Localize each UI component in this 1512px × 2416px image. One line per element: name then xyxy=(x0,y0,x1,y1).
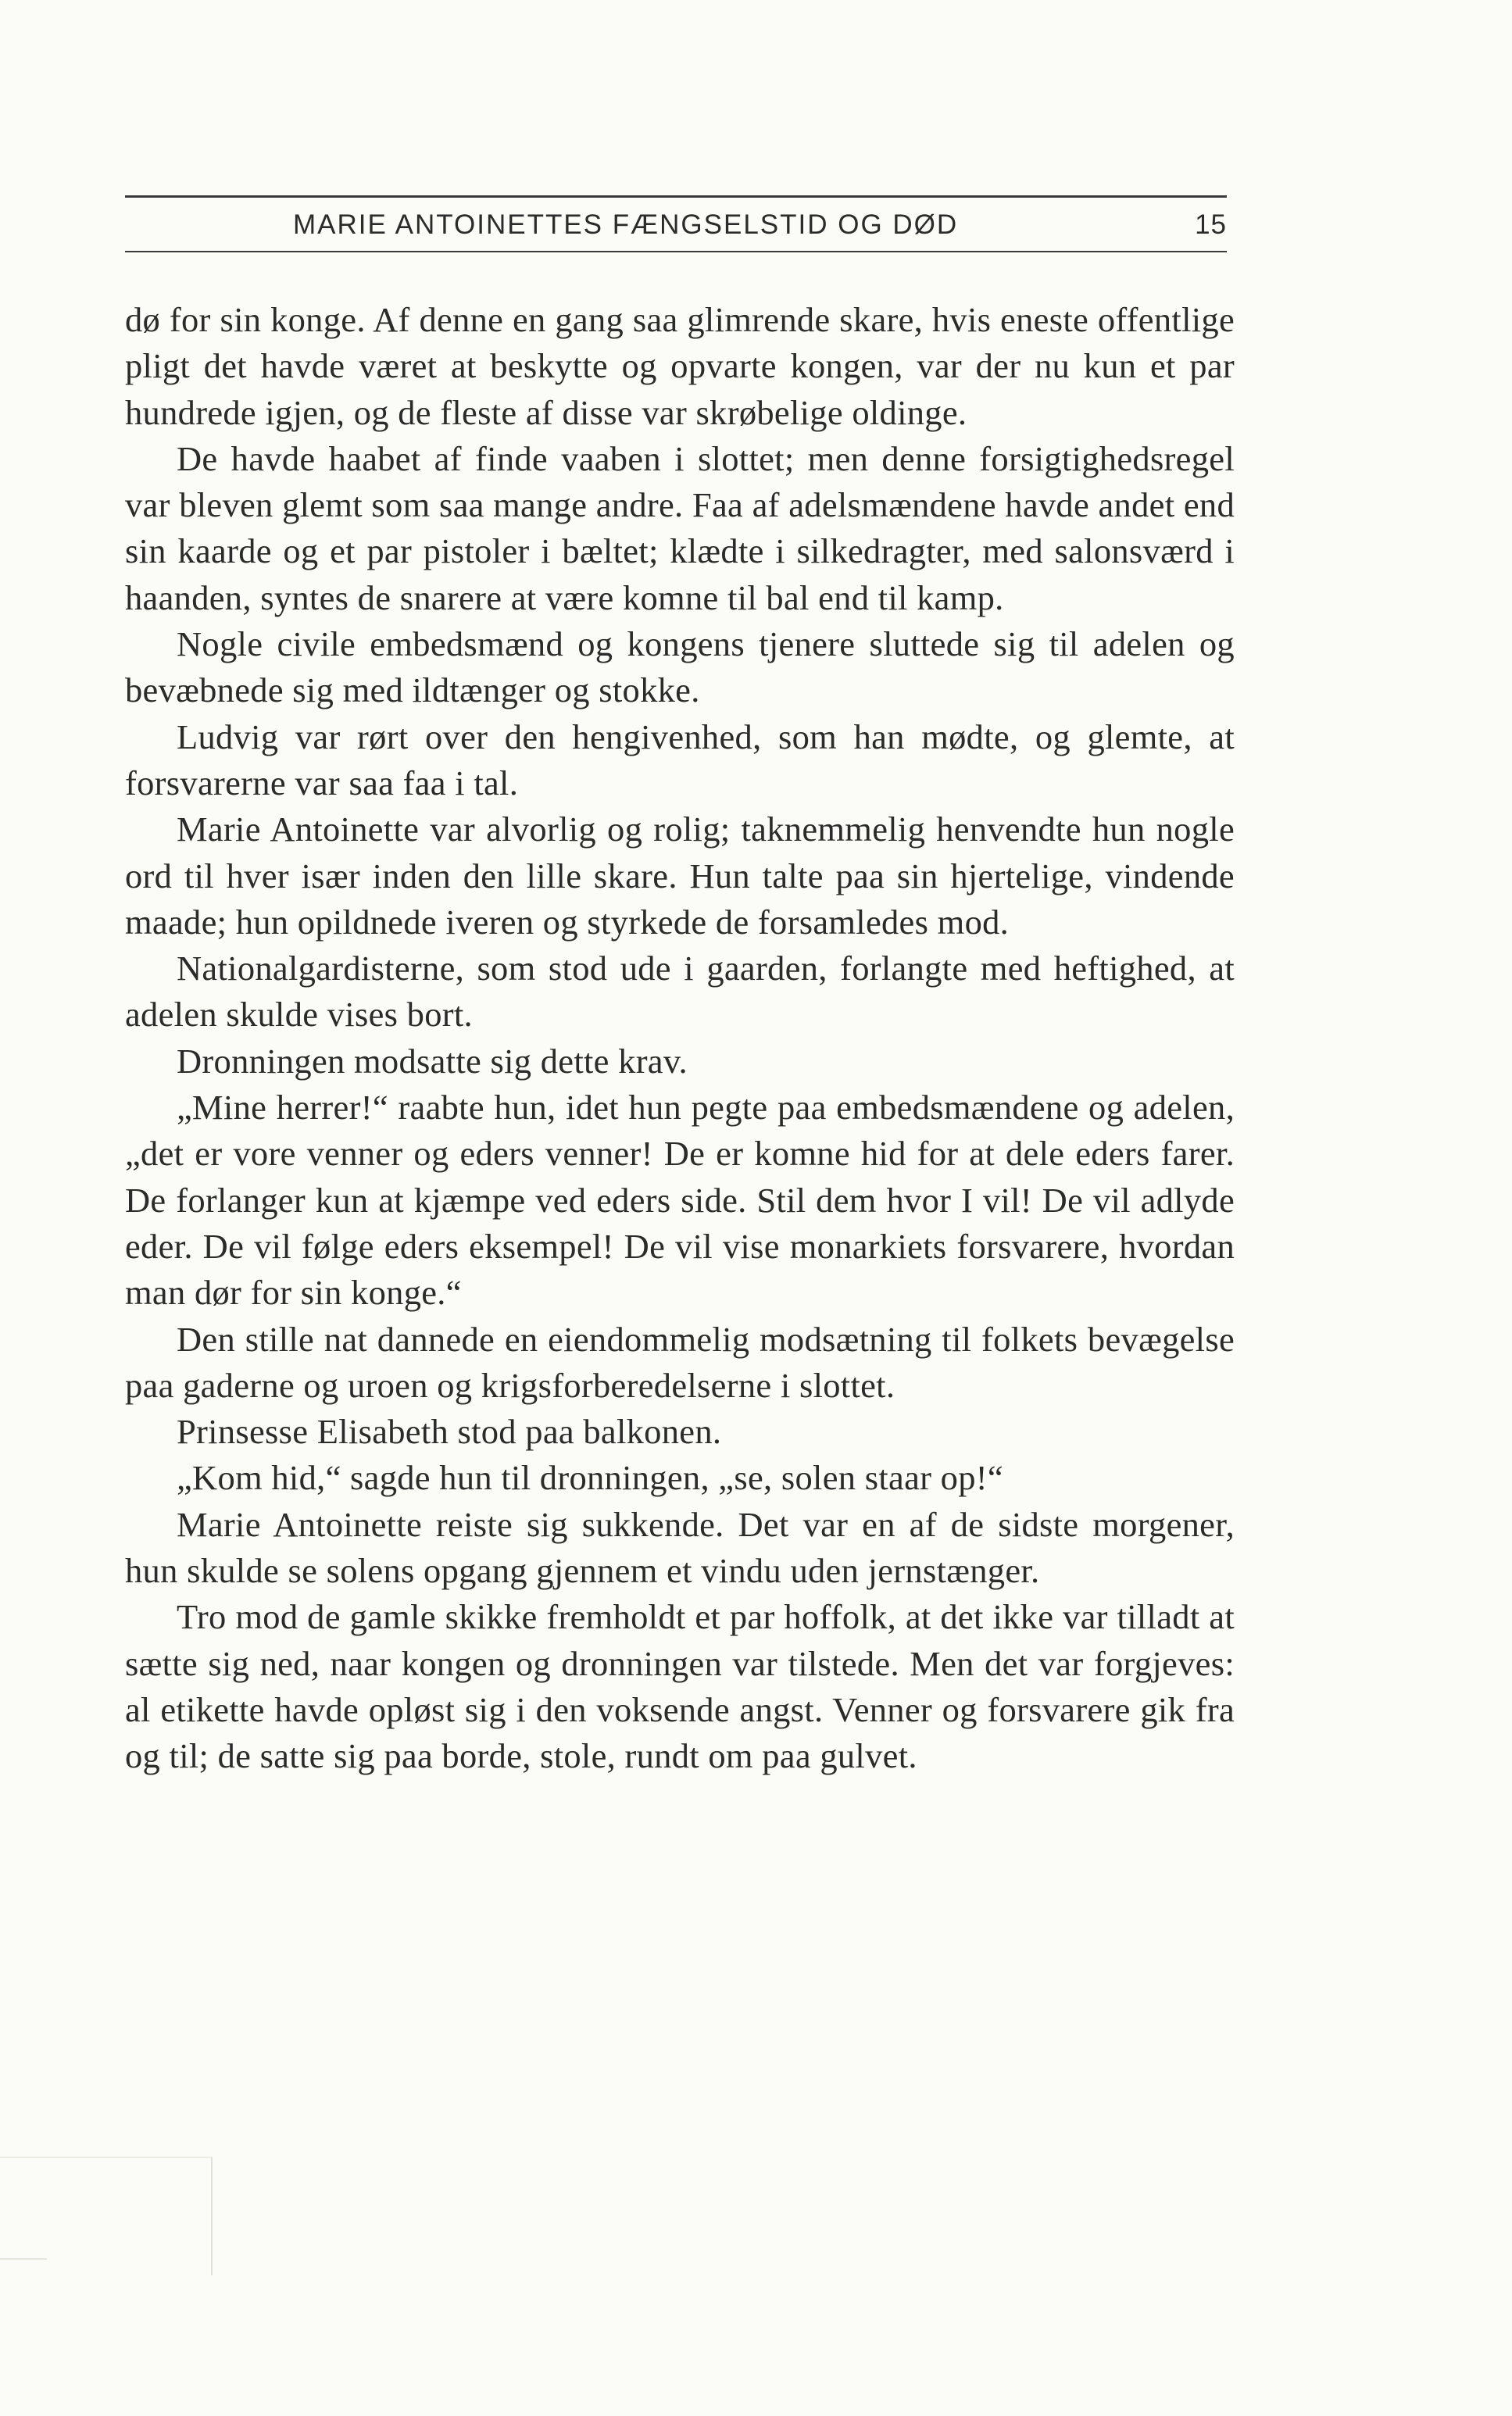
paragraph: Marie Antoinette var alvorlig og rolig; taknemmelig henvendte hun nogle ord til hver især inden den lille skare. Hun talte paa sin hjertelige, vindende maade; hun opildnede iveren og styrkede de forsamledes mod. xyxy=(125,810,1235,942)
running-title: MARIE ANTOINETTES FÆNGSELSTID OG DØD xyxy=(293,209,959,240)
paragraph: Tro mod de gamle skikke fremholdt et par hoffolk, at det ikke var tilladt at sætte sig ned, naar kongen og dronningen var tilstede. Men det var forgjeves: al etikette havde opløst sig i den voksende angst. Venner og forsvarere gik fra og til; de satte sig paa borde, stole, rundt om paa gulvet. xyxy=(125,1597,1235,1776)
running-header xyxy=(125,202,1227,248)
paragraph: Marie Antoinette reiste sig sukkende. Det var en af de sidste morgener, hun skulde se solens opgang gjennem et vindu uden jernstænger. xyxy=(125,1504,1235,1591)
paragraph: Ludvig var rørt over den hengivenhed, som han mødte, og glemte, at forsvarerne var saa faa i tal. xyxy=(125,717,1235,802)
body-text xyxy=(125,297,1235,1780)
paragraph: „Kom hid,“ sagde hun til dronningen, „se, solen staar op!“ xyxy=(177,1458,1003,1498)
paragraph: De havde haabet af finde vaaben i slottet; men denne forsigtighedsregel var bleven glemt som saa mange andre. Faa af adelsmændene havde andet end sin kaarde og et par pistoler i bæltet; klædte i silkedragter, med salonsværd i haanden, syntes de snarere at være komne til bal end til kamp. xyxy=(125,438,1235,617)
paragraph: „Mine herrer!“ raabte hun, idet hun pegte paa embedsmændene og adelen, „det er vore venner og eders venner! De er komne hid for at dele eders farer. De forlanger kun at kjæmpe ved eders side. Stil dem hvor I vil! De vil adlyde eder. De vil følge eders eksempel! De vil vise monarkiets forsvarere, hvordan man dør for sin konge.“ xyxy=(125,1088,1235,1313)
paragraph: Dronningen modsatte sig dette krav. xyxy=(177,1041,688,1081)
page-number: 15 xyxy=(1195,209,1227,240)
paragraph: Nationalgardisterne, som stod ude i gaarden, forlangte med heftighed, at adelen skulde vises bort. xyxy=(125,949,1235,1035)
paragraph: Den stille nat dannede en eiendommelig modsætning til folkets bevægelse paa gaderne og uroen og krigsforberedelserne i slottet. xyxy=(125,1319,1235,1405)
header-top-rule xyxy=(125,195,1227,198)
paragraph: dø for sin konge. Af denne en gang saa glimrende skare, hvis eneste offentlige pligt det havde været at beskytte og opvarte kongen, var der nu kun et par hundrede igjen, og de fleste af disse var skrøbelige oldinge. xyxy=(125,300,1235,432)
header-bottom-rule xyxy=(125,251,1227,252)
paragraph: Nogle civile embedsmænd og kongens tjenere sluttede sig til adelen og bevæbnede sig med ildtænger og stokke. xyxy=(125,624,1235,710)
paper-edge-mark xyxy=(0,2258,47,2260)
paragraph: Prinsesse Elisabeth stod paa balkonen. xyxy=(177,1412,722,1452)
